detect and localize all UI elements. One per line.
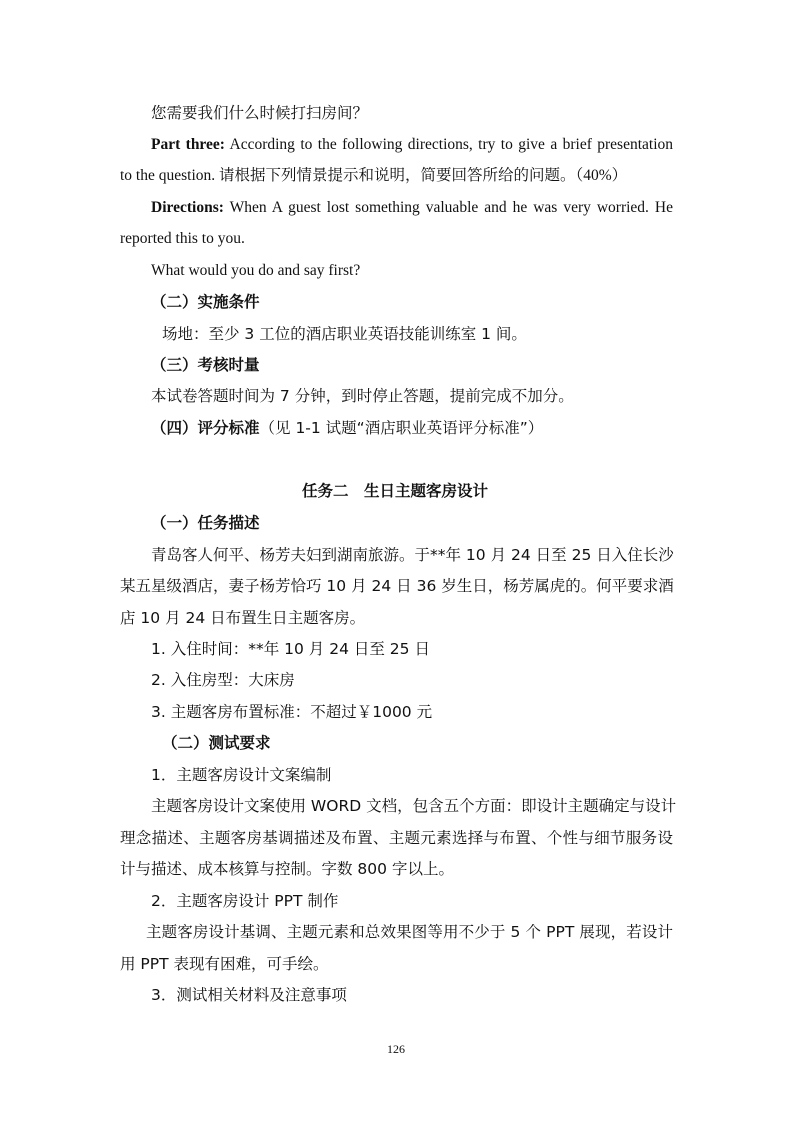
room-type: 2. 入住房型：大床房	[151, 671, 295, 689]
task-title: 任务二 生日主题客房设计	[302, 482, 489, 500]
requirement-1-title: 1．主题客房设计文案编制	[151, 766, 332, 784]
venue-text: 场地：至少 3 工位的酒店职业英语技能训练室 1 间。	[162, 325, 527, 343]
duration-text: 本试卷答题时间为 7 分钟，到时停止答题，提前完成不加分。	[151, 387, 574, 405]
directions-text: When A guest lost something valuable and he was very worried. He	[223, 199, 673, 216]
checkin-time: 1. 入住时间：**年 10 月 24 日至 25 日	[151, 640, 430, 658]
question-chinese-line: 您需要我们什么时候打扫房间？	[151, 105, 369, 122]
task-paragraph-line-3: 店 10 月 24 日布置生日主题客房。	[120, 609, 366, 627]
requirement-1-line-1: 主题客房设计文案使用 WORD 文档，包含五个方面：即设计主题确定与设计	[151, 797, 677, 815]
scoring-text: （见 1-1 试题“酒店职业英语评分标准”）	[259, 419, 544, 437]
page-number: 126	[387, 1042, 405, 1056]
task-paragraph-line-1: 青岛客人何平、杨芳夫妇到湖南旅游。于**年 10 月 24 日至 25 日入住长沙	[151, 546, 674, 564]
directions-continuation: reported this to you.	[120, 230, 245, 247]
requirement-2-line-1: 主题客房设计基调、主题元素和总效果图等用不少于 5 个 PPT 展现，若设计	[146, 923, 673, 941]
prompt-question: What would you do and say first?	[151, 262, 361, 279]
requirement-3-title: 3．测试相关材料及注意事项	[151, 986, 347, 1004]
requirement-2-title: 2．主题客房设计 PPT 制作	[151, 892, 339, 910]
section-heading-conditions: （二）实施条件	[151, 293, 260, 311]
directions-label: Directions:	[151, 199, 224, 216]
part-three-continuation: to the question. 请根据下列情景提示和说明，简要回答所给的问题。（40%）	[120, 167, 628, 184]
scoring-line	[151, 418, 543, 438]
part-three-text: According to the following directions, try to give a brief presentation	[224, 136, 674, 153]
section-heading-task-description: （一）任务描述	[151, 514, 260, 532]
budget-standard: 3. 主题客房布置标准：不超过￥1000 元	[151, 703, 433, 721]
directions-line	[151, 198, 673, 218]
task-paragraph-line-2: 某五星级酒店，妻子杨芳恰巧 10 月 24 日 36 岁生日，杨芳属虎的。何平要求酒	[120, 577, 674, 595]
requirement-1-line-2: 理念描述、主题客房基调描述及布置、主题元素选择与布置、个性与细节服务设	[120, 829, 673, 847]
section-heading-test-requirements: （二）测试要求	[162, 734, 271, 752]
part-three-label: Part three:	[151, 136, 225, 153]
requirement-2-line-2: 用 PPT 表现有困难，可手绘。	[120, 955, 329, 973]
section-heading-duration: （三）考核时量	[151, 356, 260, 374]
requirement-1-line-3: 计与描述、成本核算与控制。字数 800 字以上。	[120, 860, 454, 878]
part-three-heading-line	[151, 135, 673, 155]
section-heading-scoring: （四）评分标准	[151, 419, 260, 437]
